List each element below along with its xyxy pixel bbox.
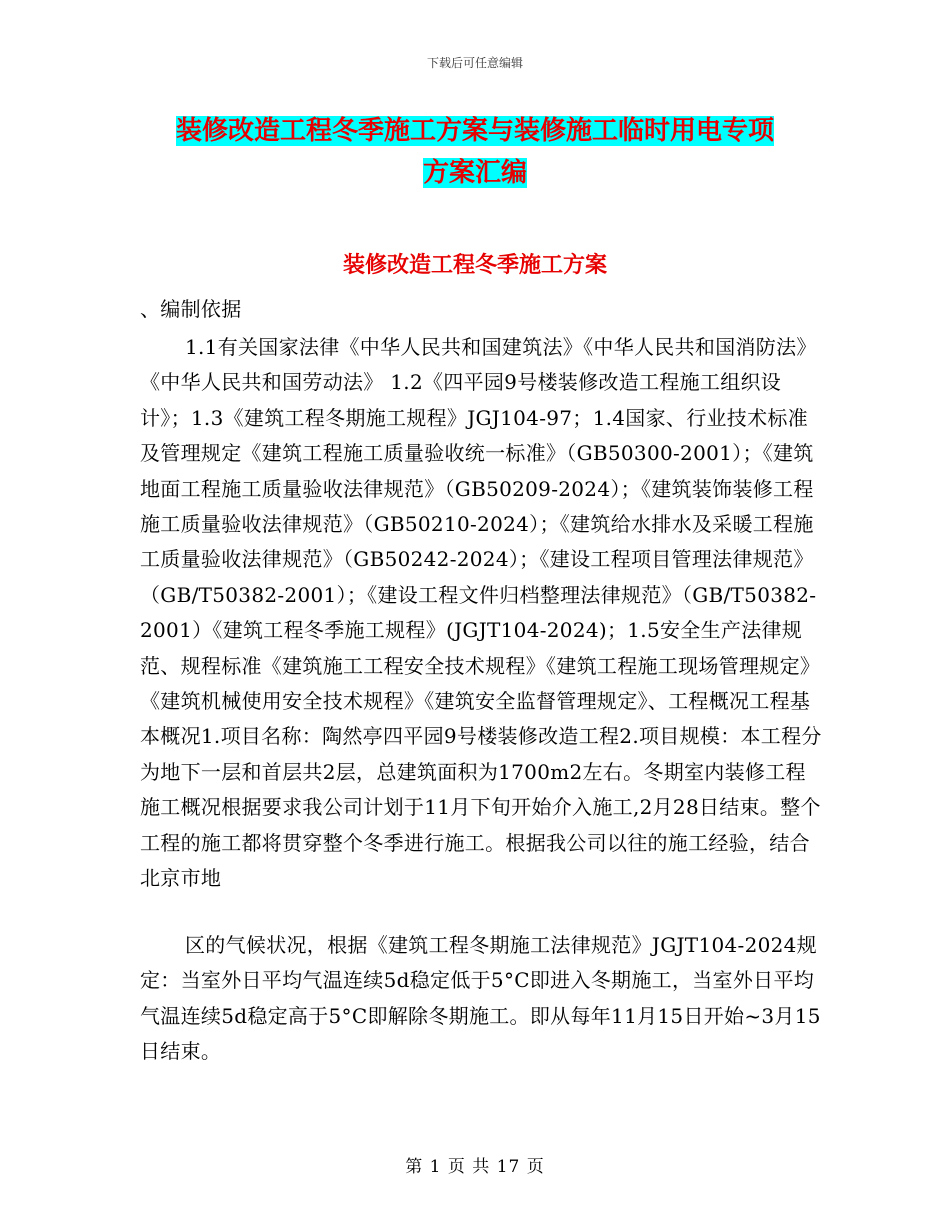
section-title: 装修改造工程冬季施工方案 <box>342 252 607 278</box>
document-title-line-1: 装修改造工程冬季施工方案与装修施工临时用电专项 <box>175 116 774 146</box>
document-title-line-2: 方案汇编 <box>422 158 527 188</box>
body-paragraph-2: 区的气候状况，根据《建筑工程冬期施工法律规范》JGJT104-2024规定：当室外日平均气温连续5d稳定低于5°C即进入冬期施工，当室外日平均气温连续5d稳定高于5°C即解除冬期施工。即从每年11月15日开始~3月15日结束。 <box>140 933 821 1064</box>
body-paragraph-1: 1.1有关国家法律《中华人民共和国建筑法》《中华人民共和国消防法》《中华人民共和国劳动法》 1.2《四平园9号楼装修改造工程施工组织设计》；1.3《建筑工程冬期施工规程》JGJ104-97；1.4国家、行业技术标准及管理规定《建筑工程施工质量验收统一标准》（GB50300-2001）；《建筑地面工程施工质量验收法律规范》（GB50209-2024）；《建筑装饰装修工程施工质量验收法律规范》（GB50210-2024）；《建筑给水排水及采暖工程施工质量验收法律规范》（GB50242-2024）；《建设工程项目管理法律规范》（GB/T50382-2001）；《建设工程文件归档整理法律规范》（GB/T50382-2001）《建筑工程冬季施工规程》(JGJT104-2024)；1.5安全生产法律规范、规程标准《建筑施工工程安全技术规程》《建筑工程施工现场管理规定》《建筑机械使用安全技术规程》《建筑安全监督管理规定》、工程概况工程基本概况1.项目名称：陶然亭四平园9号楼装修改造工程2.项目规模：本工程分为地下一层和首层共2层，总建筑面积为1700m2左右。冬期室内装修工程施工概况根据要求我公司计划于11月下旬开始介入施工,2月28日结束。整个工程的施工都将贯穿整个冬季进行施工。根据我公司以往的施工经验，结合北京市地 <box>140 335 822 891</box>
page-number-footer: 第 1 页 共 17 页 <box>405 1157 545 1177</box>
document-title <box>120 110 830 194</box>
section-heading: 、编制依据 <box>140 297 242 321</box>
header-note: 下载后可任意编辑 <box>426 56 523 70</box>
